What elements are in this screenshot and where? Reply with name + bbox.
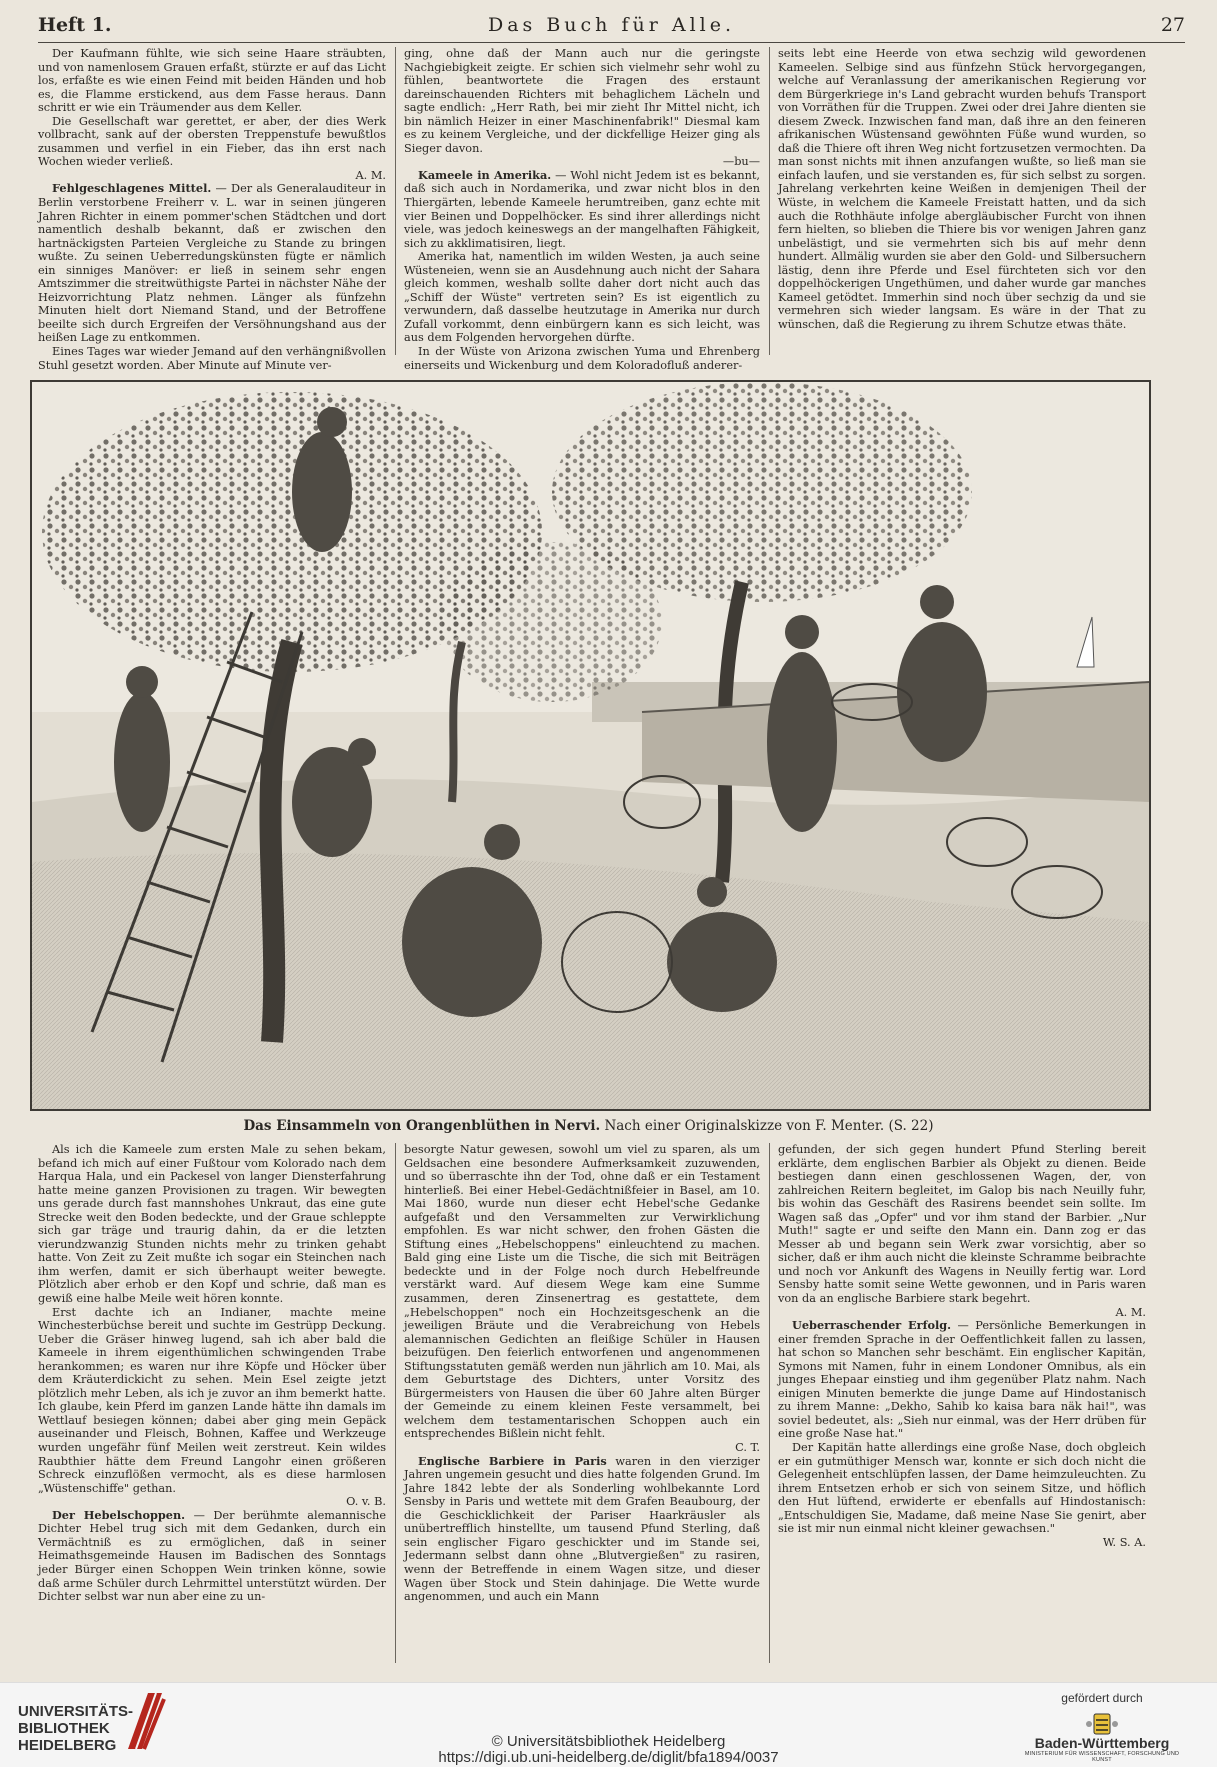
article-paragraph (404, 1455, 760, 1604)
article-paragraph (38, 1509, 386, 1604)
article-text: — Der berühmte alemannische Dichter Hebel trug sich mit dem Gedanken, durch ein Vermächtniß es zu ermöglichen, daß in seiner Heimathsgemeinde Hausen im Badischen des Sonntags jeder Bürger einen Schoppen Wein trinken könne, sowie daß arme Schüler durch Lehrmittel unterstützt würden. Der Dichter selbst war nun aber eine zu un- (38, 1508, 387, 1604)
copyright-notice: © Universitätsbibliothek Heidelberg (491, 1733, 726, 1750)
article-heading: Fehlgeschlagenes Mittel. (52, 181, 212, 196)
author-initials: A. M. (1115, 1305, 1146, 1319)
bottom-column-2 (404, 1143, 760, 1604)
illustration-orange-blossom-harvest (30, 380, 1151, 1111)
top-column-3 (778, 47, 1146, 331)
bottom-column-3 (778, 1143, 1146, 1549)
article-paragraph (404, 169, 760, 250)
digitization-footer (0, 1682, 1217, 1767)
article-text: — Wohl nicht Jedem ist es bekannt, daß sich auch in Nordamerika, und zwar nicht blos in den Thiergärten, lebende Kameele herumtreiben, ganz echte mit vier Beinen und Doppelhöcker. Es sind ihrer allerdings nicht viele, was jedoch keineswegs an der mangelhaften Fähigkeit, sich zu akklimatisiren, liegt. (404, 168, 760, 250)
column-rule (395, 47, 396, 355)
article-text: — Der als Generalauditeur in Berlin verstorbene Freiherr v. L. war in seinen jüngeren Jahren Richter in einem pommer'schen Städtchen und dort namentlich deshalb bekannt, daß er zwischen den hartnäckigsten Parteien Vergleiche zu Stande zu bringen wußte. Zu seinen Ueberredungskünsten fügte er nämlich ein sinniges Manöver: er ließ in seinem sehr engen Amtszimmer die streitwüthigste Partei in nächster Nähe der Heizvorrichtung Platz nehmen. Länger als fünfzehn Minuten hielt dort Niemand Stand, und der Betroffene beeilte sich durch Ergreifen der Versöhnungshand aus der heißen Lage zu entkommen. (38, 182, 387, 345)
page-number: 27 (1160, 14, 1185, 36)
article-paragraph: Erst dachte ich an Indianer, machte meine Winchesterbüchse bereit und suchte im Gestrüpp Deckung. Ueber die Gräser hinweg lugend, sah ich aber bald die Kameele in ihrem eigenthümlichen schwingenden Trabe herankommen; es waren nur ihre Köpfe und Höcker über dem Kräuterdickicht zu sehen. Mein Esel zeigte jetzt plötzlich mehr Leben, als ich je zuvor an ihm bemerkt hatte. Ich glaube, kein Pferd im ganzen Lande hätte ihn damals im Wettlauf besiegen können; dabei aber ging mein Gepäck auseinander und Fleisch, Bohnen, Kaffee und Werkzeuge wurden ungefähr fünf Meilen weit zerstreut. Kein wildes Raubthier hätte dem Freund Langohr einen größeren Schreck einzuflößen vermocht, als es diese harmlosen „Wüstenschiffe" gethan. (38, 1305, 386, 1495)
article-heading: Kameele in Amerika. (418, 167, 552, 182)
baden-wuerttemberg-crest-icon (1085, 1711, 1119, 1742)
article-heading: Der Hebelschoppen. (52, 1507, 186, 1522)
issue-label: Heft 1. (38, 14, 112, 36)
library-name-line: UNIVERSITÄTS- (18, 1703, 134, 1720)
article-paragraph: Eines Tages war wieder Jemand auf den verhängnißvollen Stuhl gesetzt worden. Aber Minute auf Minute ver- (38, 345, 386, 372)
caption-title: Das Einsammeln von Orangenblüthen in Nervi. (243, 1118, 601, 1134)
article-paragraph (778, 1319, 1146, 1441)
illustration-caption (30, 1118, 1147, 1134)
article-paragraph: Als ich die Kameele zum ersten Male zu sehen bekam, befand ich mich auf einer Fußtour vom Kolorado nach dem Harqua Hala, und ein Packesel von langer Diensterfahrung hatte meine ganzen Provisionen zu tragen. Wir bewegten uns gerade durch fast mannshohes Unkraut, das eine gute Strecke weit den Boden bedeckte, und der Graue schleppte sich gar träge und traurig dahin, da er die letzten vierundzwanzig Stunden nichts mehr zu trinken gehabt hatte. Von Zeit zu Zeit mußte ich sogar ein Steinchen nach ihm werfen, damit er sich überhaupt weiter bewegte. Plötzlich aber erhob er den Kopf und schrie, daß man es gewiß eine halbe Meile weit hören konnte. (38, 1143, 386, 1306)
library-name-line: HEIDELBERG (18, 1737, 117, 1754)
journal-title: Das Buch für Alle. (487, 14, 736, 36)
article-paragraph: Amerika hat, namentlich im wilden Westen, ja auch seine Wüsteneien, wenn sie an Ausdehnung auch nicht der Sahara gleich kommen, weshalb sollte daher dort nicht auch das „Schiff der Wüste" vertreten sein? Es ist eigentlich zu verwundern, daß dasselbe heutzutage in Amerika nur durch Zufall vorkommt, denn einbürgern kann es sich leicht, was aus dem Folgenden hervorgehen dürfte. (404, 250, 760, 345)
article-text: — Persönliche Bemerkungen in einer fremden Sprache in der Oeffentlichkeit fallen zu lassen, hat schon so Manchen sehr beschämt. Ein englischer Kapitän, Symons mit Namen, fuhr in einem Londoner Omnibus, als ein junges Ehepaar einstieg und ihm gegenüber Platz nahm. Nach einigen Minuten bemerkte die junge Dame auf Hindostanisch zu ihrem Manne: „Dekho, Sahib ko kaisa bara näk hai!", was soviel bedeutet, als: „Sieh nur einmal, was der Herr drüben für eine große Nase hat." (778, 1319, 1146, 1441)
caption-credit: Nach einer Originalskizze von F. Menter. (S. 22) (600, 1118, 934, 1134)
article-paragraph: Die Gesellschaft war gerettet, er aber, der dies Werk vollbracht, sank auf der obersten Treppenstufe bewußtlos zusammen und verfiel in ein Fieber, das ihn erst nach Wochen wieder verließ. (38, 114, 386, 169)
article-paragraph: In der Wüste von Arizona zwischen Yuma und Ehrenberg einerseits und Wickenburg und dem Koloradofluß anderer- (404, 345, 760, 372)
article-paragraph: gefunden, der sich gegen hundert Pfund Sterling bereit erklärte, dem englischen Barbier als Objekt zu dienen. Beide bestiegen dann einen geschlossenen Wagen, der, von zahlreichen Reitern begleitet, im Galop bis nach Neuilly fuhr, bis wohin das Geschäft des Rasirens beendet sein sollte. Im Wagen saß das „Opfer" und vor ihm stand der Barbier. „Nur Muth!" sagte er und seifte den Mann ein. Dann zog er das Messer ab und begann sein Werk zwar vorsichtig, aber so sicher, daß er ihm auch nicht die kleinste Schramme beibrachte und noch vor Ankunft des Wagens in Neuilly fertig war. Lord Sensby hatte somit seine Wette gewonnen, und in Paris waren von da an englische Barbiere stark begehrt. (778, 1143, 1146, 1306)
column-rule (395, 1143, 396, 1663)
article-paragraph: besorgte Natur gewesen, sowohl um viel zu sparen, als um Geldsachen eine besondere Aufmerksamkeit zuzuwenden, und so überraschte ihn der Tod, ohne daß er ein Testament hinterließ. Bei einer Hebel-Gedächtnißfeier in Basel, am 10. Mai 1860, wurde nun dieser echt Hebel'sche Gedanke aufgefaßt und den Versammelten zur Verwirklichung empfohlen. Es war nicht schwer, den frohen Gästen die Stiftung eines „Hebelschoppens" einleuchtend zu machen. Bald ging eine Liste um die Tische, die sich mit Beiträgen bedeckte und in der Folge noch durch Hebelfreunde verstärkt ward. Auf diesem Wege kam eine Summe zusammen, deren Zinsenertrag es gestattete, dem „Hebelschoppen" noch ein Hochzeitsgeschenk an die jeweiligen Bräute und die Verabreichung von Hebels alemannischen Gedichten an fleißige Schüler in Hausen beizufügen. Den feierlich entworfenen und angenommenen Stiftungsstatuten gemäß werden nun jährlich am 10. Mai, als dem Geburtstage des Dichters, unter Vorsitz des Bürgermeisters von Hausen die über 60 Jahre alten Bürger der Gemeinde zu einem kleinen Feste versammelt, bei welchem dem testamentarischen Schoppen auch ein entsprechendes Bißlein nicht fehlt. (404, 1143, 760, 1441)
article-heading: Ueberraschender Erfolg. (792, 1318, 952, 1333)
article-paragraph (38, 182, 386, 345)
article-heading: Englische Barbiere in Paris (418, 1453, 607, 1468)
page-header (38, 8, 1185, 43)
top-column-2 (404, 47, 760, 372)
funder-block (1017, 1691, 1187, 1763)
library-name-line: BIBLIOTHEK (18, 1720, 110, 1737)
article-text: waren in den vierziger Jahren ungemein gesucht und dies hatte folgenden Grund. Im Jahre 1842 lebte der als Sonderling wohlbekannte Lord Sensby in Paris und wettete mit dem Grafen Beaubourg, der die Geschicklichkeit der Pariser Haarkräusler als unübertrefflich hinstellte, um tausend Pfund Sterling, daß sein englischer Figaro geschickter und im Stande sei, Jedermann selbst dann ohne „Blutvergießen" zu rasiren, wenn der Betreffende in einem Wagen sitze, und dieser Wagen über Stock und Stein dahinjage. Die Wette wurde angenommen, und auch ein Mann (404, 1454, 760, 1604)
author-initials: O. v. B. (346, 1495, 386, 1509)
author-initials: —bu— (722, 155, 760, 169)
article-paragraph: seits lebt eine Heerde von etwa sechzig wild gewordenen Kameelen. Selbige sind aus fünfzehn Stück hervorgegangen, welche auf Veranlassung der amerikanischen Regierung vor dem Bürgerkriege in's Land gebracht wurden behufs Transport von Vorräthen für die Truppen. Zwei oder drei Jahre dienten sie diesem Zweck. Inzwischen fand man, daß ihre an den feineren afrikanischen Wüstensand gewöhnten Füße wund wurden, so daß die Thiere oft ihren Weg nicht fortzusetzen vermochten. Da man sonst nichts mit ihnen anzufangen wußte, so ließ man sie einfach laufen, und sie verstanden es, für sich selbst zu sorgen. Jahrelang verkehrten keine Weißen in demjenigen Theil der Wüste, in welchem die Kameele Freistatt hatten, und da sich auch die Rothhäute infolge abergläubischer Furcht von ihnen fern hielten, so blieben die Thiere bis vor wenigen Jahren ganz unbelästigt, und sie vermehrten sich bis auf mehr denn hundert. Allmälig wurden sie aber den Gold- und Silbersuchern lästig, denn ihre Pferde und Esel fürchteten sich vor den doppelhöckerigen Ungethümen, und daher wurde gar manches Kameel getödtet. Immerhin sind noch über sechzig da und sie vermehren sich wieder langsam. Es wäre in der That zu wünschen, daß die Regierung zu ihrem Schutze etwas thäte. (778, 47, 1146, 331)
article-paragraph: ging, ohne daß der Mann auch nur die geringste Nachgiebigkeit zeigte. Er schien sich vielmehr sehr wohl zu fühlen, beantwortete die Fragen des erstaunt dareinschauenden Richters mit behaglichem Lächeln und sagte endlich: „Herr Rath, bei mir zieht Ihr Mittel nicht, ich bin nämlich Heizer in einer Maschinenfabrik!" Diesmal kam es zu keinem Vergleiche, und der dickfellige Heizer ging als Sieger davon. (404, 47, 760, 155)
column-rule (769, 47, 770, 355)
state-name: Baden-Württemberg (1034, 1735, 1170, 1751)
permalink[interactable]: https://digi.ub.uni-heidelberg.de/diglit/bfa1894/0037 (438, 1749, 779, 1766)
bottom-column-1 (38, 1143, 386, 1604)
author-initials: W. S. A. (1102, 1535, 1146, 1549)
author-initials: A. M. (355, 168, 386, 182)
article-paragraph: Der Kaufmann fühlte, wie sich seine Haare sträubten, und von namenlosem Grauen erfaßt, stürzte er auf das Licht los, erfaßte es wie einen Feind mit beiden Händen und hob es, die Flamme erstickend, aus dem Fasse heraus. Dann schritt er wie ein Träumender aus dem Keller. (38, 47, 386, 115)
ministry-name: MINISTERIUM FÜR WISSENSCHAFT, FORSCHUNG UND KUNST (1024, 1751, 1180, 1763)
column-rule (769, 1143, 770, 1663)
top-column-1 (38, 47, 386, 372)
author-initials: C. T. (735, 1441, 760, 1455)
funded-by-label: gefördert durch (1061, 1691, 1143, 1705)
article-paragraph: Der Kapitän hatte allerdings eine große Nase, doch obgleich er ein gutmüthiger Mensch war, konnte er sich doch nicht die Gelegenheit entschlüpfen lassen, der Dame heimzuleuchten. Zu ihrem Entsetzen erhob er sich von seinem Sitze, und höflich den Hut lüftend, erwiderte er ebenfalls auf Hindostanisch: „Entschuldigen Sie, Madame, daß meine Nase Sie genirt, aber sie ist mir nun einmal nicht kleiner gewachsen." (778, 1441, 1146, 1536)
